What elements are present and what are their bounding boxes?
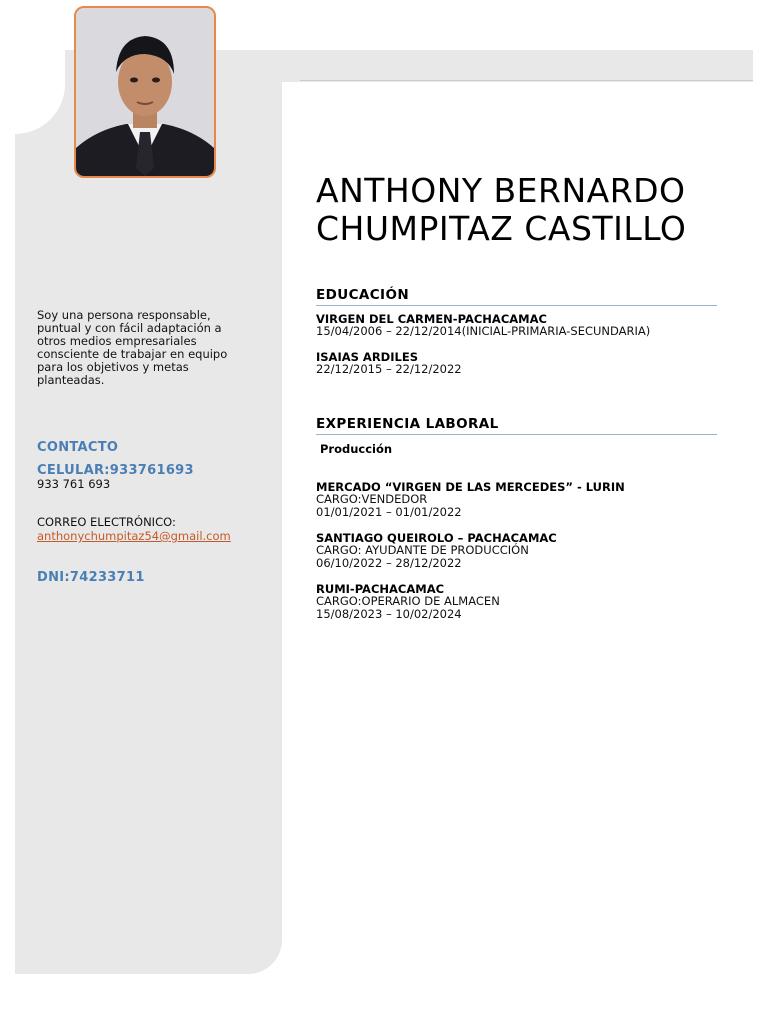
phone-heading: CELULAR:933761693 [37,463,194,478]
email-link[interactable]: anthonychumpitaz54@gmail.com [37,529,231,543]
name-line-2: CHUMPITAZ CASTILLO [316,209,687,248]
education-item-detail: 15/04/2006 – 22/12/2014(INICIAL-PRIMARIA-SECUNDARIA) [316,324,651,338]
experience-item-role: CARGO:VENDEDOR [316,492,428,506]
experience-item-title: MERCADO “VIRGEN DE LAS MERCEDES” - LURIN [316,480,625,494]
experience-item-role: CARGO:OPERARIO DE ALMACEN [316,594,500,608]
education-item-title: VIRGEN DEL CARMEN-PACHACAMAC [316,312,547,326]
experience-item-role: CARGO: AYUDANTE DE PRODUCCIÓN [316,543,529,557]
education-heading: EDUCACIÓN [316,287,717,306]
education-item-title: ISAIAS ARDILES [316,350,418,364]
profile-summary: Soy una persona responsable, puntual y con fácil adaptación a otros medios empresariales consciente de trabajar en equipo para los objetivos y metas planteadas. [37,308,228,387]
experience-heading: EXPERIENCIA LABORAL [316,416,717,435]
name-line-1: ANTHONY BERNARDO [316,171,686,210]
full-name [316,172,746,248]
education-item-detail: 22/12/2015 – 22/12/2022 [316,362,462,376]
email-label: CORREO ELECTRÓNICO: [37,515,176,529]
contact-heading: CONTACTO [37,440,119,455]
experience-item-dates: 15/08/2023 – 10/02/2024 [316,607,462,621]
phone-number: 933 761 693 [37,477,111,491]
top-band-line [300,80,753,81]
experience-subheading: Producción [320,442,393,456]
experience-item-title: SANTIAGO QUEIROLO – PACHACAMAC [316,531,557,545]
experience-item-title: RUMI-PACHACAMAC [316,582,445,596]
experience-item-dates: 01/01/2021 – 01/01/2022 [316,505,462,519]
experience-item-dates: 06/10/2022 – 28/12/2022 [316,556,462,570]
dni-heading: DNI:74233711 [37,570,145,585]
profile-photo [74,6,216,178]
